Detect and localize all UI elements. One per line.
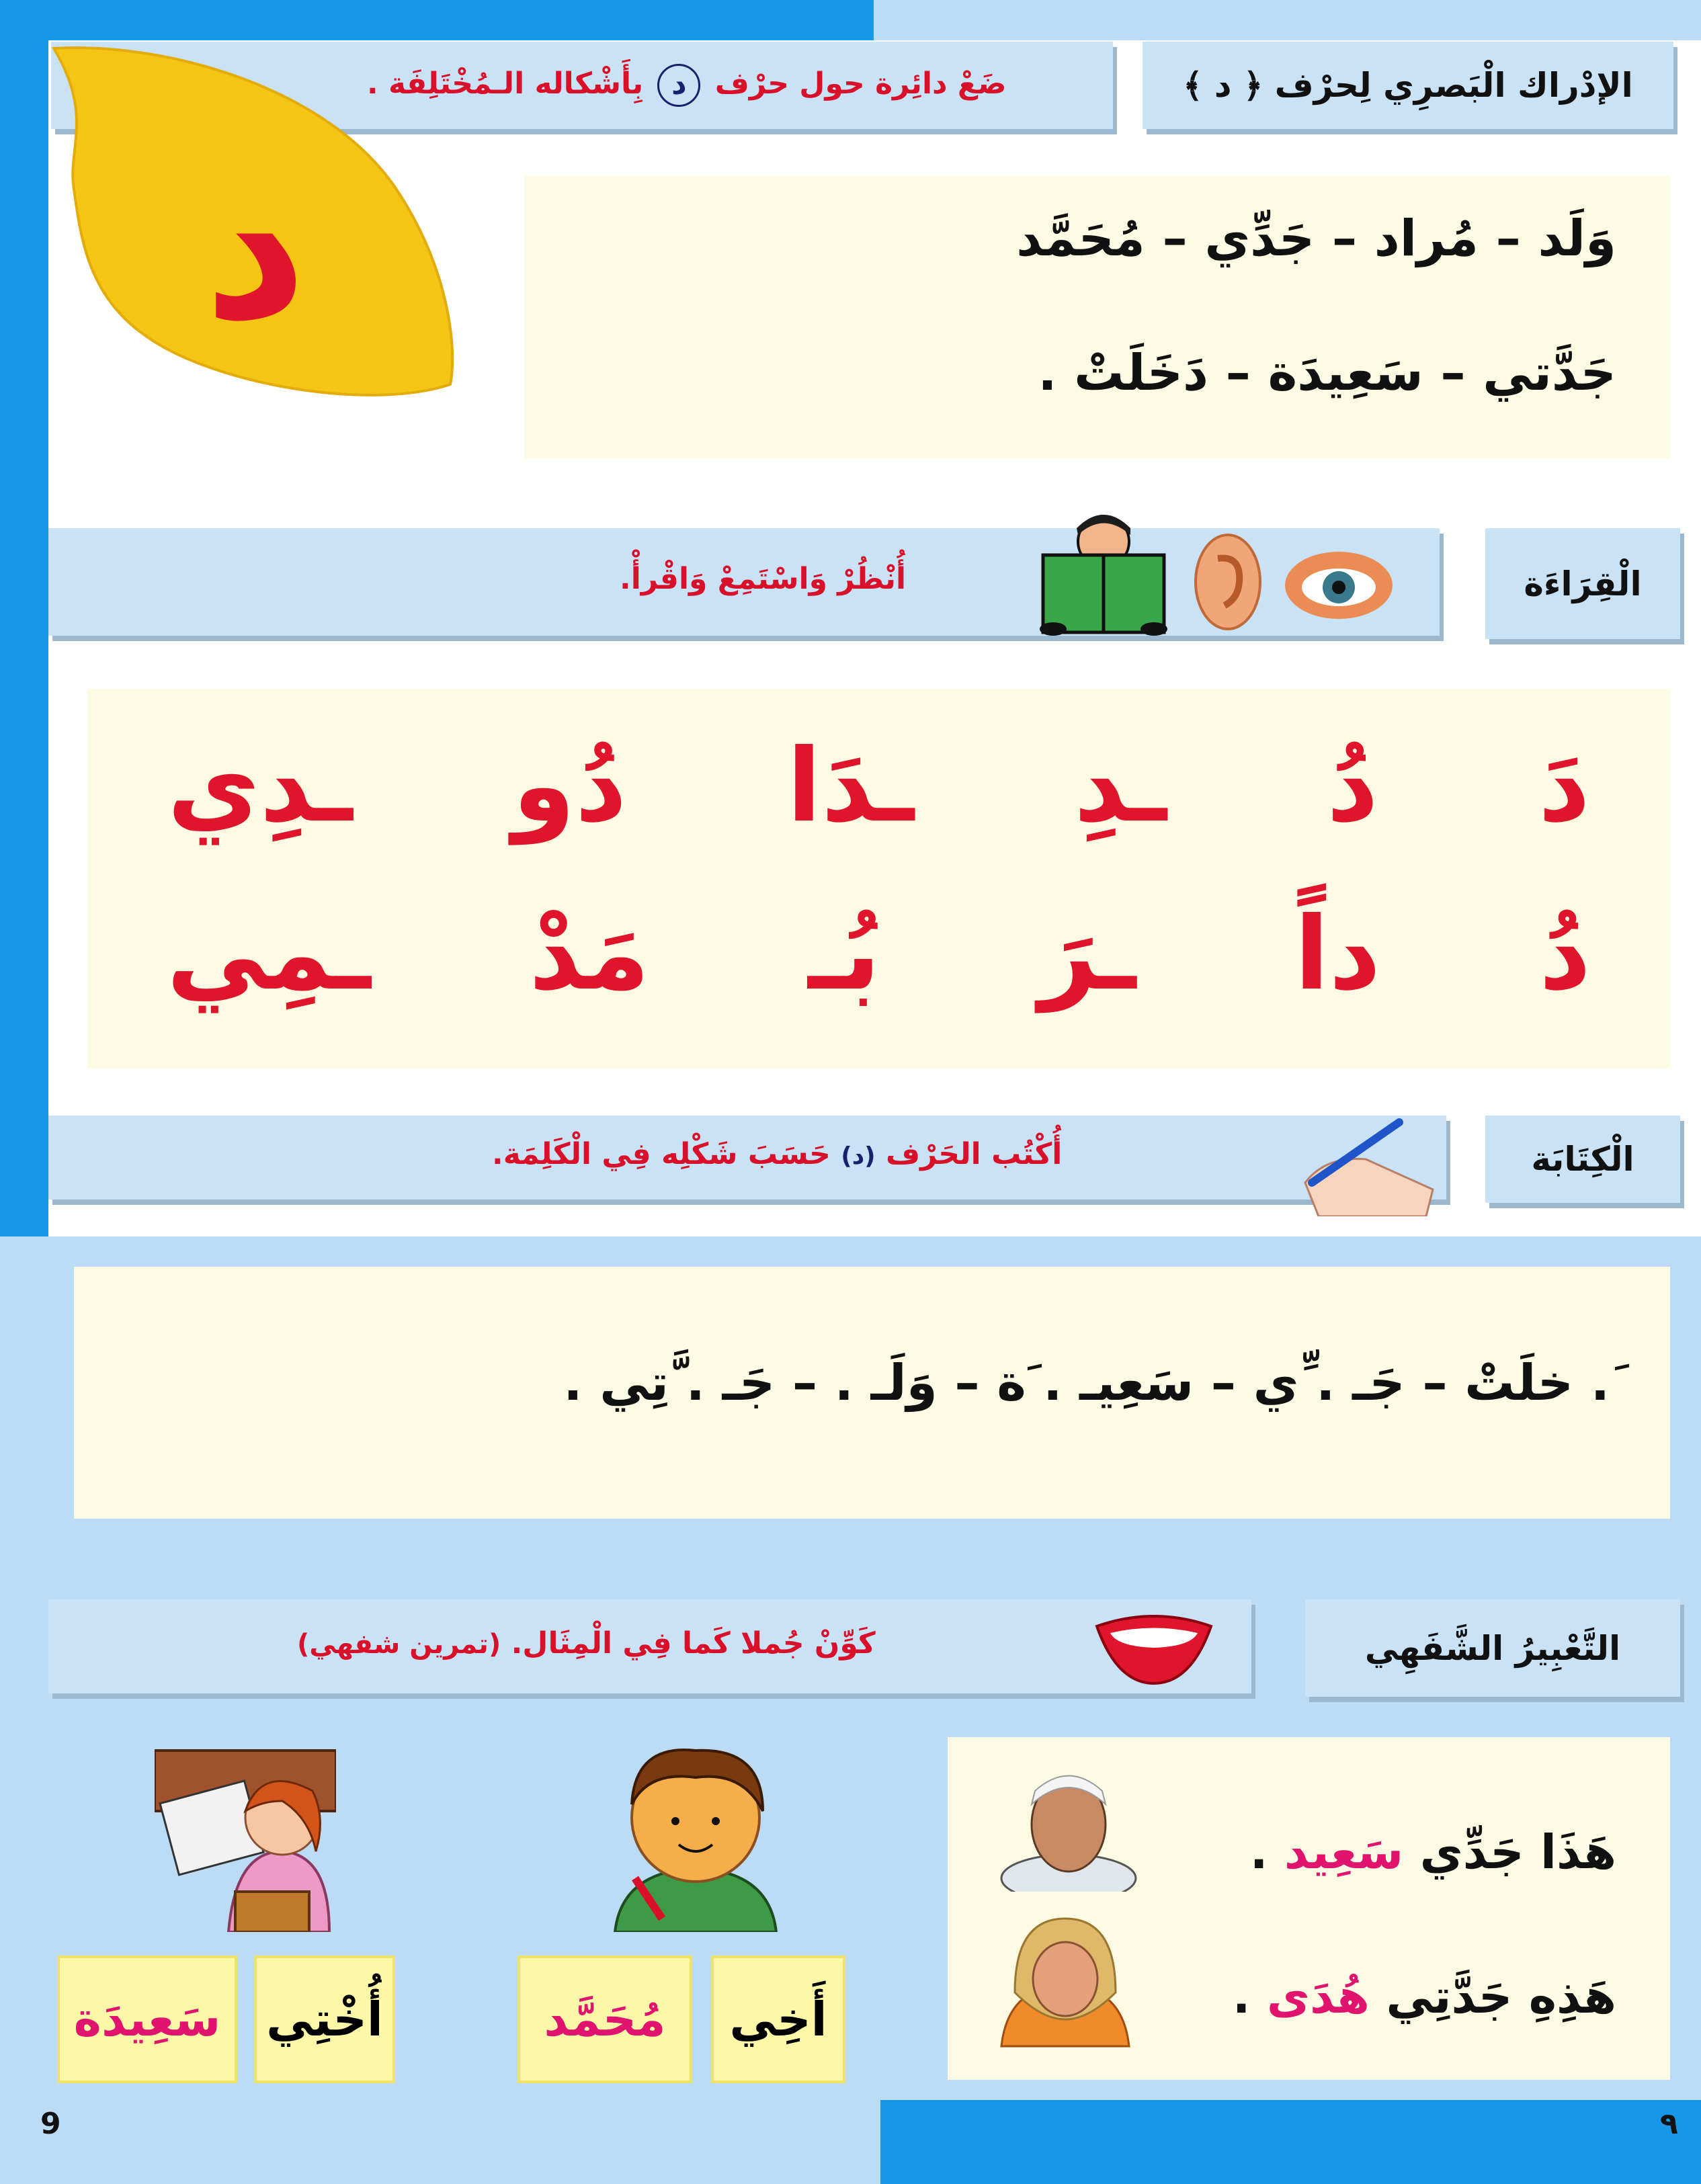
syllable: مَدْ <box>529 896 650 1013</box>
syllable: ـرَ <box>1038 896 1136 1013</box>
syllable: بُـ <box>808 896 881 1013</box>
writing-words-panel <box>74 1267 1670 1519</box>
brother-label-box: أَخِي <box>711 1956 845 2083</box>
top-blue-strip <box>0 0 874 40</box>
reading-title: الْقِرَاءَة <box>1524 564 1642 603</box>
writing-instruction-bar <box>48 1116 1446 1200</box>
bottom-left-band <box>0 2100 880 2184</box>
bottom-blue-strip <box>880 2100 1701 2184</box>
sister-label-box: أُخْتِي <box>254 1956 395 2083</box>
oral-title-bar <box>1305 1599 1680 1697</box>
syllable: دُ <box>1539 896 1591 1013</box>
visual-words-panel <box>524 176 1670 458</box>
mouth-icon <box>1090 1606 1218 1687</box>
syllable: ـدَا <box>786 728 915 845</box>
badge-letter: د <box>204 130 307 365</box>
grandmother-image <box>988 1912 1143 2053</box>
eye-icon <box>1282 548 1396 622</box>
syllable: دُو <box>512 728 627 845</box>
visual-title: الإدْراك الْبَصرِي لِحرْف ﴿ د ﴾ <box>1183 66 1633 105</box>
example-sentence-2: هَذِهِ جَدَّتِي هُدَى . <box>1232 1969 1616 2024</box>
reading-instruction: أُنْظُرْ وَاسْتَمِعْ وَاقْرأْ. <box>620 562 907 596</box>
writing-instruction: أُكْتُب الحَرْف (د) حَسَبَ شَكْلِه فِي الْكَلِمَة. <box>492 1137 1063 1171</box>
syllable: دَ <box>1538 728 1590 845</box>
oral-note: (تمرين شفهي) <box>297 1629 501 1660</box>
grandfather-image <box>995 1764 1143 1892</box>
syllable: ـدِ <box>1074 728 1167 845</box>
oral-title: التَّعْبِيرُ الشَّفَهِي <box>1364 1628 1621 1668</box>
oral-instruction: كَوِّنْ جُملا كَما فِي الْمِثَال. (تمرين شفهي) <box>297 1626 876 1661</box>
example-sentence-1: هَذَا جَدِّي سَعِيد . <box>1249 1824 1616 1880</box>
visual-word-line-2: جَدَّتي – سَعِيدَة – دَخَلَتْ . <box>1038 344 1616 402</box>
reading-syllables-panel <box>87 689 1670 1068</box>
leaf-letter-badge <box>47 35 477 398</box>
syllables-row-1 <box>87 728 1670 845</box>
syllable: ـدِي <box>167 728 353 845</box>
reading-title-bar <box>1485 528 1680 639</box>
oral-example-panel <box>948 1737 1670 2080</box>
syllable: داً <box>1294 896 1381 1013</box>
page-number-left: 9 <box>40 2107 61 2141</box>
writing-title: الْكِتَابَة <box>1531 1140 1634 1179</box>
syllable: دُ <box>1327 728 1378 845</box>
grandfather-name: سَعِيد <box>1284 1824 1404 1880</box>
reading-child-icon <box>1030 515 1177 636</box>
reading-instruction-bar <box>48 528 1440 636</box>
page-number-right: ٩ <box>1660 2107 1678 2141</box>
visual-word-line-1: وَلَد – مُراد – جَدِّي – مُحَمَّد <box>1016 210 1616 267</box>
oral-instruction-bar <box>48 1599 1251 1693</box>
syllables-row-2 <box>87 896 1670 1013</box>
grandmother-name: هُدَى <box>1266 1969 1370 2024</box>
visual-title-bar <box>1143 42 1673 129</box>
writing-instruction-letter: (د) <box>841 1142 876 1170</box>
writing-hand-pen-icon <box>1278 1109 1453 1216</box>
writing-word-line: َ. خلَتْ – جَـ . ِّي – سَعِيـ . َة – وَلَـ . – جَـ . َّتِي . <box>563 1354 1610 1412</box>
brother-name-box: مُحَمَّد <box>517 1956 692 2083</box>
left-blue-strip <box>0 0 48 1236</box>
sister-image <box>155 1737 336 1932</box>
brother-image <box>595 1744 796 1932</box>
sister-name-box: سَعِيدَة <box>57 1956 237 2083</box>
visual-instruction: ضَعْ دائِرة حول حرْف د بِأَشْكاله الـمُخْتَلِفَة . <box>367 64 1007 107</box>
writing-title-bar <box>1485 1116 1680 1203</box>
ear-icon <box>1191 532 1265 632</box>
syllable: ـمِي <box>166 896 371 1013</box>
circled-letter: د <box>657 64 700 107</box>
